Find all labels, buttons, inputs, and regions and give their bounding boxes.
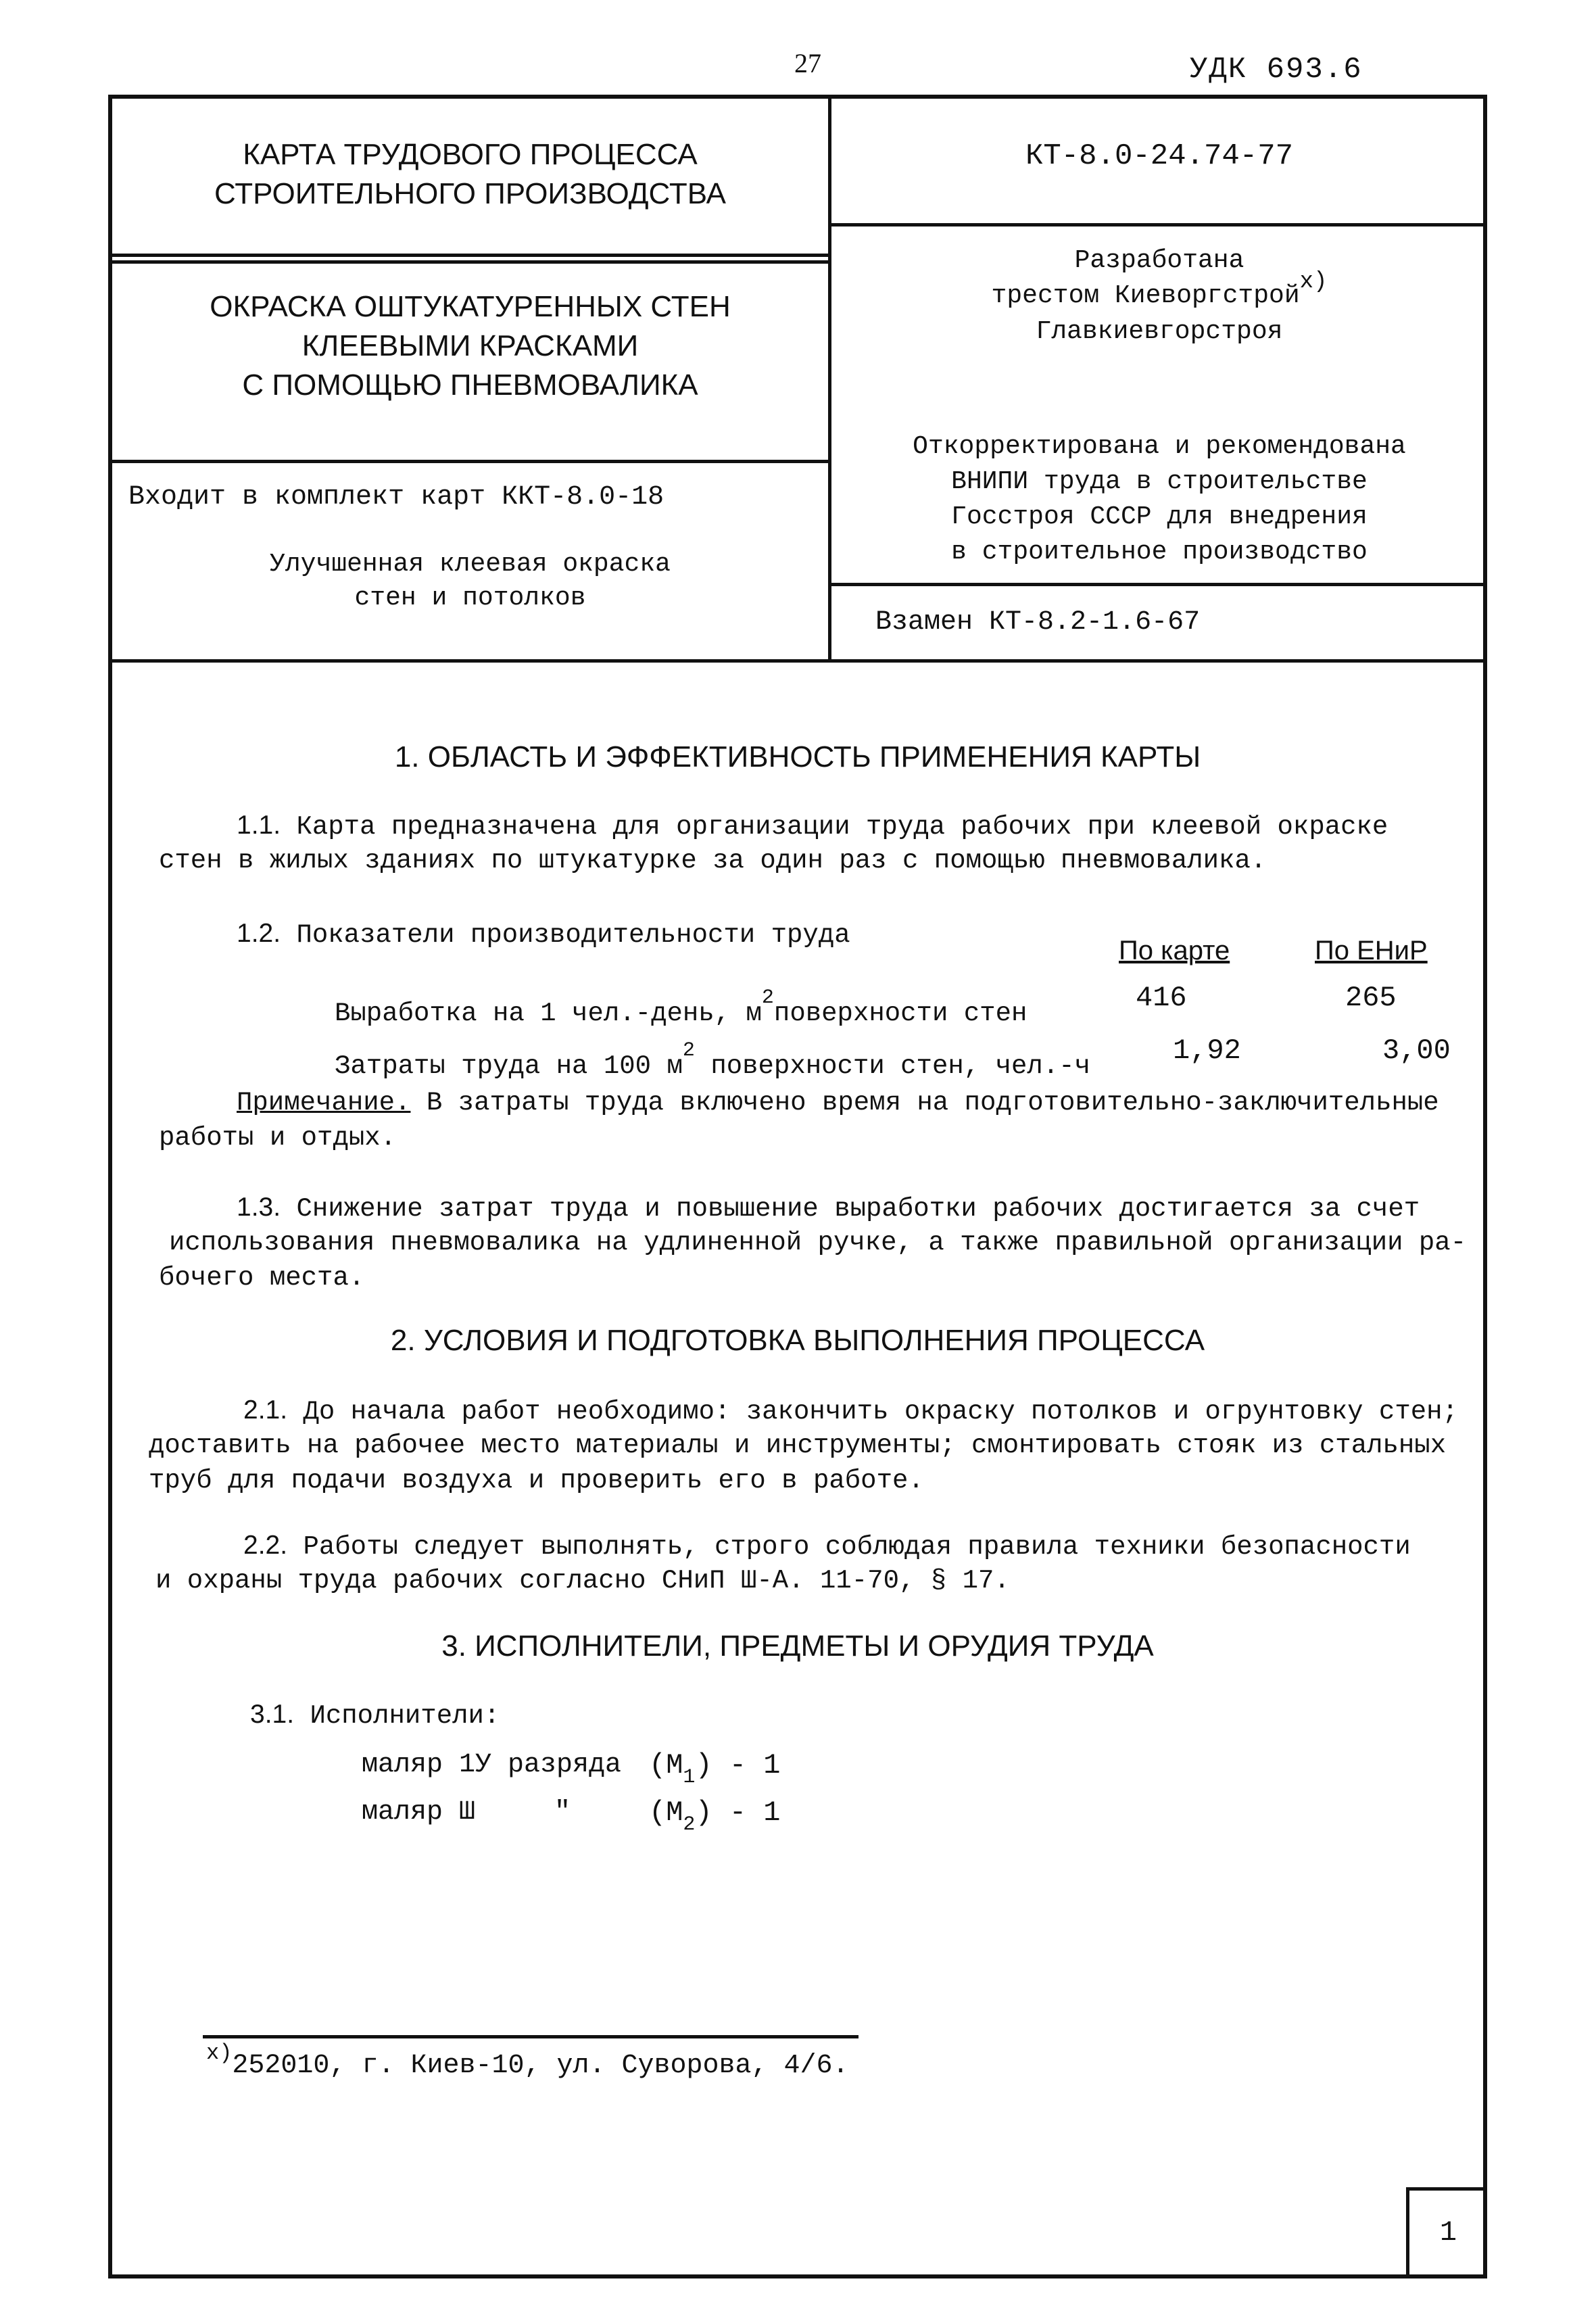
- worker1-count: ) - 1: [695, 1749, 781, 1782]
- header-divider-vertical: [828, 95, 831, 663]
- p21-text1: До начала работ необходимо: закончить окраску потолков и огрунтовку стен;: [303, 1397, 1458, 1427]
- page-number-box: [1406, 2187, 1487, 2278]
- p13-line1: [237, 1190, 1420, 1226]
- title-line3: С ПОМОЩЬЮ ПНЕВМОВАЛИКА: [242, 368, 698, 402]
- developed-line1: Разработана: [1074, 246, 1244, 275]
- p13-line2: использования пневмовалика на удлиненной ручке, а также правильной организации ра-: [169, 1228, 1467, 1258]
- worker2-count: ) - 1: [695, 1796, 781, 1829]
- p21-line1: [243, 1393, 1458, 1429]
- p21-number: 2.1.: [243, 1395, 288, 1425]
- footnote-mark-ref: x): [206, 2040, 233, 2066]
- set-name-line2: стен и потолков: [354, 583, 586, 613]
- col-header-enir: По ЕНиР: [1315, 936, 1428, 965]
- p22-line2: и охраны труда рабочих согласно СНиП Ш-А. 11-70, § 17.: [155, 1566, 1010, 1596]
- p12-text: Показатели производительности труда: [296, 920, 850, 950]
- set-line: Входит в комплект карт ККТ-8.0-18: [128, 482, 664, 512]
- row1-card-value: 416: [1136, 982, 1187, 1014]
- row2-sup: 2: [682, 1039, 695, 1062]
- p13-text1: Снижение затрат труда и повышение выработки рабочих достигается за счет: [296, 1194, 1420, 1224]
- worker2-code-text: (М: [649, 1796, 683, 1829]
- row2-card-value: 1,92: [1173, 1034, 1241, 1067]
- p11-line2: стен в жилых зданиях по штукатурке за один раз с помощью пневмовалика.: [159, 846, 1267, 876]
- card-title: [112, 287, 828, 405]
- worker2-code: [649, 1795, 780, 1842]
- set-name-line1: Улучшенная клеевая окраска: [270, 550, 671, 579]
- title-line2: КЛЕЕВЫМИ КРАСКАМИ: [301, 329, 639, 362]
- worker2-ditto: ": [554, 1797, 571, 1828]
- row1-sup: 2: [761, 986, 774, 1009]
- worker2-label: маляр Ш: [362, 1797, 476, 1828]
- p21-line3: труб для подачи воздуха и проверить его в работе.: [149, 1466, 924, 1496]
- footnote-text: 252010, г. Киев-10, ул. Суворова, 4/6.: [232, 2051, 849, 2081]
- card-code: КТ-8.0-24.74-77: [1025, 139, 1294, 173]
- header-divider-4: [828, 583, 1487, 586]
- p31-number: 3.1.: [250, 1700, 295, 1729]
- note-line2: работы и отдых.: [159, 1123, 397, 1153]
- row2-label: [335, 1033, 1090, 1084]
- header-divider-2: [108, 460, 831, 463]
- title-line1: ОКРАСКА ОШТУКАТУРЕННЫХ СТЕН: [210, 290, 731, 323]
- worker2-sub: 2: [683, 1813, 696, 1836]
- corrected-line2: ВНИПИ труда в строительстве: [951, 467, 1368, 496]
- page-number: 27: [794, 48, 821, 78]
- corrected-line4: в строительное производство: [951, 538, 1368, 567]
- worker1-sub: 1: [683, 1766, 696, 1789]
- row1-enir-value: 265: [1345, 982, 1397, 1014]
- footnote-rule: [203, 2035, 859, 2038]
- developed-line2: трестом Киеворгстрой: [991, 281, 1300, 310]
- row2-enir-value: 3,00: [1382, 1034, 1451, 1067]
- row2-label-end: поверхности стен, чел.-ч: [710, 1051, 1091, 1081]
- set-name: [112, 548, 828, 615]
- card-type: [112, 135, 828, 214]
- footnote: [206, 2040, 849, 2084]
- worker1-code: [649, 1748, 780, 1795]
- row1-label-text: Выработка на 1 чел.-день, м: [335, 999, 762, 1028]
- p12-number: 1.2.: [237, 919, 281, 948]
- p22-line1: [243, 1528, 1411, 1565]
- col-header-card: По карте: [1119, 936, 1230, 965]
- page-frame: [108, 95, 1487, 2278]
- note-label: Примечание.: [237, 1088, 411, 1118]
- p13-number: 1.3.: [237, 1193, 281, 1222]
- p12-line: [237, 916, 850, 953]
- section2-heading: 2. УСЛОВИЯ И ПОДГОТОВКА ВЫПОЛНЕНИЯ ПРОЦЕССА: [390, 1324, 1205, 1357]
- note-text1: В затраты труда включено время на подготовительно-заключительные: [426, 1088, 1439, 1118]
- note-line1: [237, 1085, 1439, 1120]
- card-type-line2: СТРОИТЕЛЬНОГО ПРОИЗВОДСТВА: [214, 177, 726, 210]
- corrected-line1: Откорректирована и рекомендована: [913, 432, 1406, 461]
- p31-text: Исполнители:: [310, 1701, 500, 1731]
- row1-label-end: поверхности стен: [773, 999, 1027, 1028]
- row2-label-text: Затраты труда на 100 м: [335, 1051, 683, 1081]
- p22-number: 2.2.: [243, 1531, 288, 1560]
- p11-text1: Карта предназначена для организации труда рабочих при клеевой окраске: [296, 812, 1388, 842]
- worker1-label: маляр 1У разряда: [362, 1750, 622, 1780]
- page-box-number: 1: [1439, 2216, 1457, 2249]
- p21-line2: доставить на рабочее место материалы и инструменты; смонтировать стояк из стальных: [149, 1431, 1447, 1460]
- corrected-line3: Госстроя СССР для внедрения: [951, 502, 1368, 531]
- p11-number: 1.1.: [237, 811, 281, 840]
- header-bottom-line: [108, 659, 1487, 663]
- p11-line1: [237, 808, 1388, 844]
- worker1-code-text: (М: [649, 1749, 683, 1782]
- row1-label: [335, 980, 1027, 1031]
- footnote-mark: x): [1299, 269, 1328, 295]
- p13-line3: бочего места.: [159, 1263, 365, 1293]
- header-divider-1: [108, 254, 831, 257]
- replaces: Взамен КТ-8.2-1.6-67: [875, 607, 1201, 638]
- section3-heading: 3. ИСПОЛНИТЕЛИ, ПРЕДМЕТЫ И ОРУДИЯ ТРУДА: [441, 1629, 1154, 1663]
- developed-by: [831, 243, 1487, 350]
- udk-code: УДК 693.6: [1190, 53, 1363, 87]
- section1-heading: 1. ОБЛАСТЬ И ЭФФЕКТИВНОСТЬ ПРИМЕНЕНИЯ КАРТЫ: [394, 740, 1201, 773]
- p31-line: [250, 1697, 500, 1734]
- p22-text1: Работы следует выполнять, строго соблюдая правила техники безопасности: [303, 1532, 1411, 1562]
- corrected-by: [831, 429, 1487, 570]
- header-divider-1b: [108, 260, 831, 264]
- developed-line3: Главкиевгорстроя: [1036, 317, 1283, 346]
- card-type-line1: КАРТА ТРУДОВОГО ПРОЦЕССА: [243, 138, 698, 171]
- header-divider-3: [828, 223, 1487, 226]
